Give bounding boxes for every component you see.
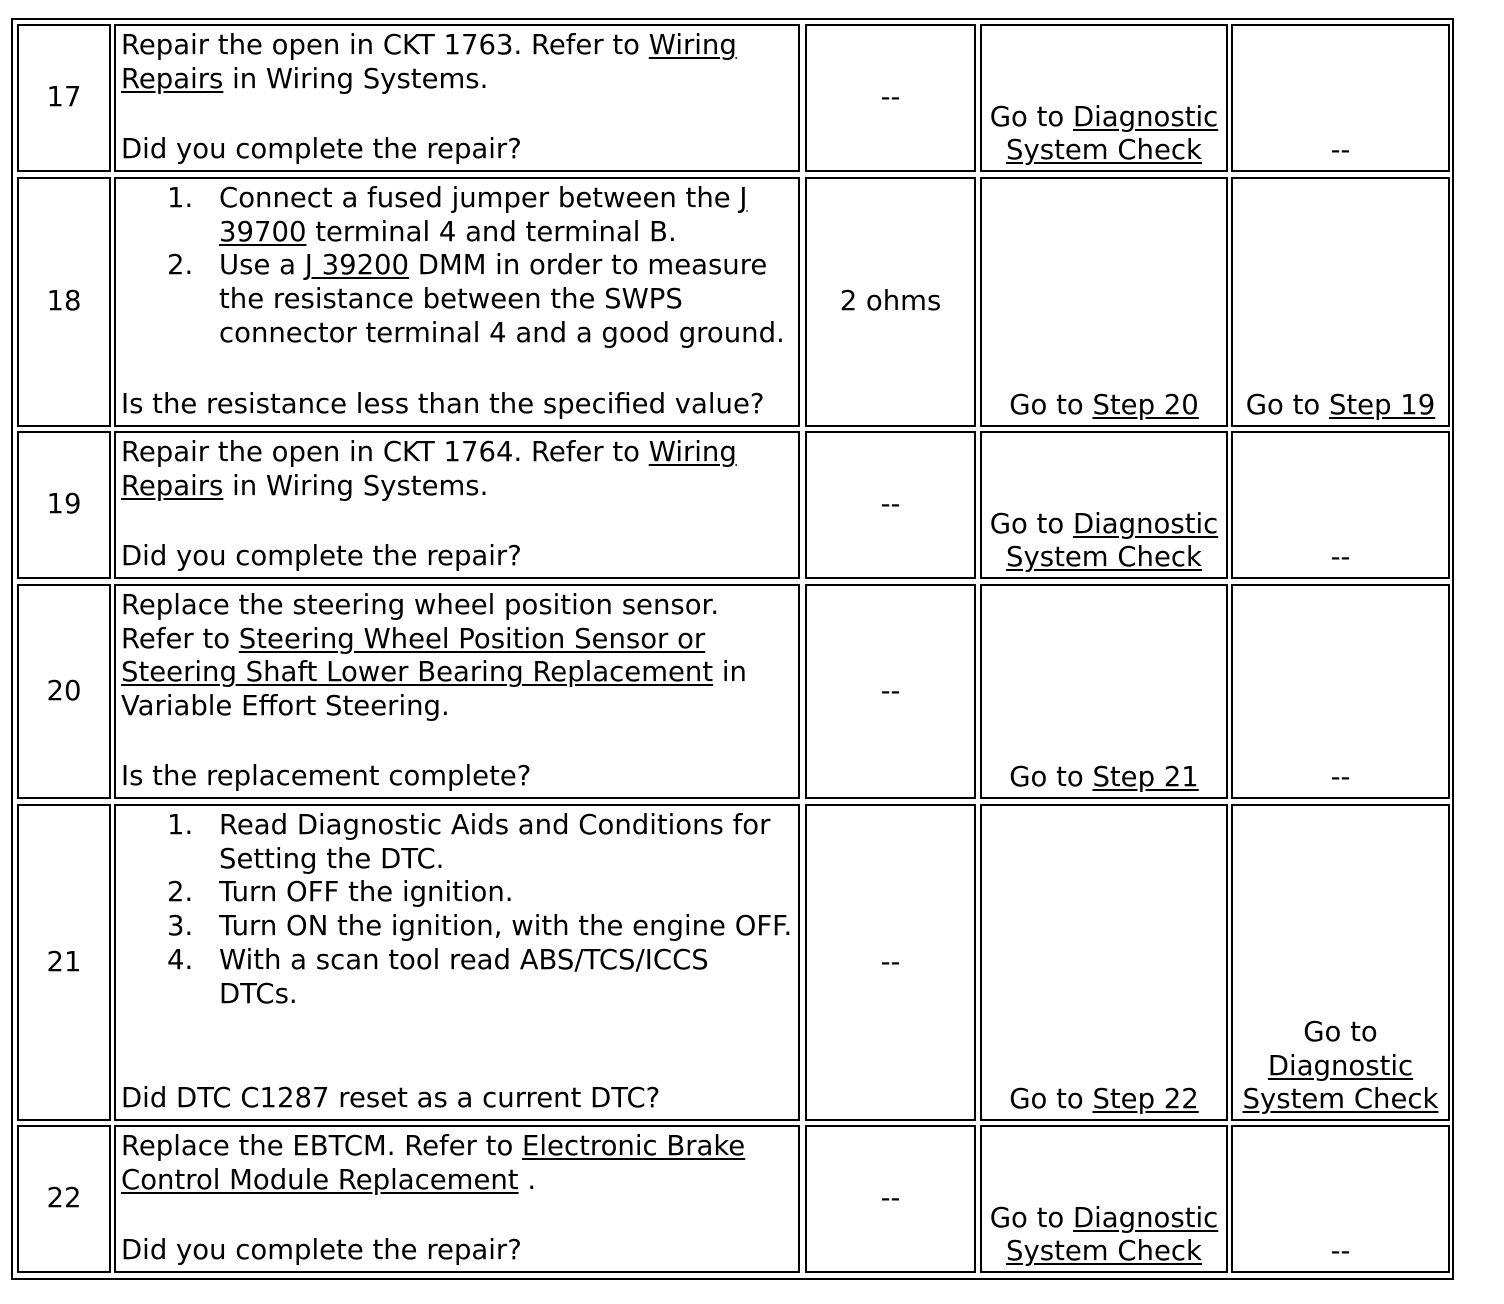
question-text: Did you complete the repair? <box>121 133 522 166</box>
step-20-link[interactable]: Step 20 <box>1092 389 1199 422</box>
no-cell: -- <box>1231 24 1450 172</box>
list-item: 4. With a scan tool read ABS/TCS/ICCS DTCs. <box>167 943 709 1010</box>
action-cell <box>114 177 800 427</box>
yes-cell: Go to Diagnostic System Check <box>980 24 1228 172</box>
step-19-link[interactable]: Step 19 <box>1328 389 1436 422</box>
value-cell: -- <box>805 584 976 799</box>
question-text: Is the replacement complete? <box>121 760 532 793</box>
yes-cell: Go to Step 22 <box>980 804 1228 1121</box>
no-cell: -- <box>1231 584 1450 799</box>
value-cell: -- <box>805 1125 976 1273</box>
yes-cell: Go to Step 21 <box>980 584 1228 799</box>
j39700-link[interactable]: J 39700 <box>219 182 748 248</box>
step-number: 19 <box>17 431 111 579</box>
value-cell: 2 ohms <box>805 177 976 427</box>
action-cell <box>114 804 800 1121</box>
no-cell: -- <box>1231 1125 1450 1273</box>
list-item: 2. Turn OFF the ignition. <box>167 876 514 909</box>
diagnostic-system-check-link[interactable]: Diagnostic System Check <box>1006 100 1219 167</box>
step-number: 22 <box>17 1125 111 1273</box>
question-text: Did you complete the repair? <box>121 540 522 573</box>
diagnostic-system-check-link[interactable]: Diagnostic System Check <box>1006 507 1219 574</box>
step-21-link[interactable]: Step 21 <box>1092 761 1199 794</box>
action-text: Replace the steering wheel position sensor. Refer to Steering Wheel Position Sensor or Steering Shaft Lower Bearing Replacement in Variable Effort Steering. <box>121 589 747 723</box>
diagnostic-table <box>11 18 1454 1280</box>
yes-cell: Go to Diagnostic System Check <box>980 431 1228 579</box>
wiring-repairs-link[interactable]: Wiring Repairs <box>121 29 737 95</box>
step-number: 17 <box>17 24 111 172</box>
action-steps <box>121 182 794 351</box>
action-cell <box>114 24 800 172</box>
value-cell: -- <box>805 431 976 579</box>
yes-cell: Go to Step 20 <box>980 177 1228 427</box>
j39200-link[interactable]: J 39200 <box>304 249 410 282</box>
step-22-link[interactable]: Step 22 <box>1092 1083 1199 1116</box>
step-number: 18 <box>17 177 111 427</box>
value-cell: -- <box>805 804 976 1121</box>
list-item: 1. Read Diagnostic Aids and Conditions for Setting the DTC. <box>167 809 771 875</box>
action-cell <box>114 431 800 579</box>
no-cell: Go to Step 19 <box>1231 177 1450 427</box>
action-text: Repair the open in CKT 1764. Refer to Wiring Repairs in Wiring Systems. <box>121 436 737 502</box>
list-item: 2. Use a J 39200 DMM in order to measure the resistance between the SWPS connector terminal 4 and a good ground. <box>167 249 785 349</box>
step-number: 21 <box>17 804 111 1121</box>
no-cell <box>1231 804 1450 1121</box>
question-text: Did you complete the repair? <box>121 1234 522 1267</box>
question-text: Is the resistance less than the specified value? <box>121 388 765 421</box>
action-text: Replace the EBTCM. Refer to Electronic Brake Control Module Replacement . <box>121 1130 746 1196</box>
list-item: 1. Connect a fused jumper between the J 39700 terminal 4 and terminal B. <box>167 182 748 248</box>
diagnostic-system-check-link[interactable]: Diagnostic System Check <box>1242 1049 1439 1116</box>
no-cell: -- <box>1231 431 1450 579</box>
action-text: Repair the open in CKT 1763. Refer to Wiring Repairs in Wiring Systems. <box>121 29 737 95</box>
diagnostic-system-check-link[interactable]: Diagnostic System Check <box>1006 1201 1219 1268</box>
action-cell <box>114 1125 800 1273</box>
action-steps <box>121 809 794 1011</box>
action-cell <box>114 584 800 799</box>
ebtcm-replacement-link[interactable]: Electronic Brake Control Module Replacement <box>121 1130 746 1196</box>
question-text: Did DTC C1287 reset as a current DTC? <box>121 1082 661 1115</box>
wiring-repairs-link[interactable]: Wiring Repairs <box>121 436 737 502</box>
yes-cell: Go to Diagnostic System Check <box>980 1125 1228 1273</box>
list-item: 3. Turn ON the ignition, with the engine OFF. <box>167 910 793 943</box>
steering-wheel-position-sensor-link[interactable]: Steering Wheel Position Sensor or Steering Shaft Lower Bearing Replacement <box>121 622 714 689</box>
value-cell: -- <box>805 24 976 172</box>
step-number: 20 <box>17 584 111 799</box>
no-prefix: Go to <box>1303 1015 1378 1048</box>
